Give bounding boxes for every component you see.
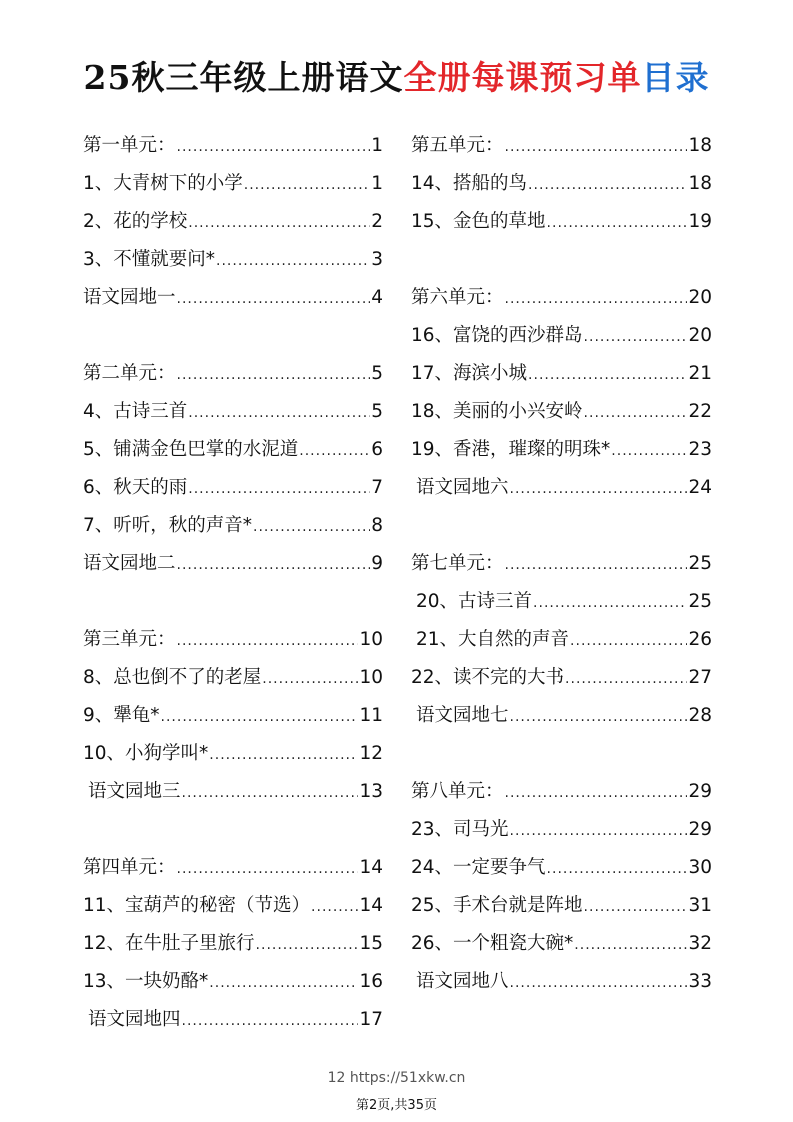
toc-leader-dots — [311, 888, 358, 926]
toc-leader-dots — [253, 508, 370, 546]
toc-entry-page: 23 — [688, 439, 712, 460]
toc-entry[interactable] — [411, 963, 712, 1001]
toc-leader-dots — [182, 1002, 359, 1040]
toc-entry-label: 21、大自然的声音 — [416, 629, 570, 650]
toc-leader-dots — [505, 774, 688, 812]
toc-entry-page: 1 — [371, 173, 383, 194]
toc-entry-label: 16、富饶的西沙群岛 — [411, 325, 583, 346]
toc-entry[interactable] — [83, 925, 383, 963]
toc-entry-page: 18 — [688, 173, 712, 194]
toc-entry-label: 22、读不完的大书 — [411, 667, 565, 688]
toc-entry[interactable] — [83, 773, 383, 811]
toc-entry-page: 1 — [371, 135, 383, 156]
toc-entry-page: 33 — [688, 971, 712, 992]
toc-entry-page: 6 — [371, 439, 383, 460]
toc-entry[interactable] — [411, 925, 712, 963]
toc-leader-dots — [177, 280, 371, 318]
toc-leader-dots — [510, 812, 688, 850]
toc-entry-label: 语文园地三 — [88, 781, 181, 802]
toc-entry[interactable] — [83, 393, 383, 431]
toc-leader-dots — [182, 774, 359, 812]
toc-entry-label: 11、宝葫芦的秘密（节选） — [83, 895, 311, 916]
toc-left-column — [83, 127, 383, 1039]
toc-entry[interactable] — [411, 545, 712, 583]
toc-leader-dots — [177, 356, 371, 394]
toc-entry-page: 22 — [688, 401, 712, 422]
toc-entry-label: 第七单元： — [411, 553, 504, 574]
toc-entry[interactable] — [83, 659, 383, 697]
toc-entry-page: 20 — [688, 325, 712, 346]
toc-entry-page: 24 — [688, 477, 712, 498]
toc-entry[interactable] — [411, 431, 712, 469]
toc-entry-label: 语文园地二 — [83, 553, 176, 574]
footer-url[interactable]: 12 https://51xkw.cn — [327, 1070, 466, 1086]
toc-entry[interactable] — [83, 279, 383, 317]
toc-entry[interactable] — [83, 203, 383, 241]
title-part-preview: 全册每课预习单 — [403, 58, 642, 97]
toc-entry[interactable] — [83, 621, 383, 659]
toc-entry-page: 13 — [359, 781, 383, 802]
toc-entry-label: 语文园地六 — [416, 477, 509, 498]
toc-leader-dots — [188, 204, 370, 242]
toc-leader-dots — [584, 318, 688, 356]
toc-right-column — [411, 127, 712, 1001]
toc-entry[interactable] — [411, 393, 712, 431]
toc-entry-page: 31 — [688, 895, 712, 916]
toc-leader-dots — [188, 394, 370, 432]
toc-leader-dots — [209, 736, 358, 774]
toc-entry-label: 6、秋天的雨 — [83, 477, 188, 498]
toc-entry[interactable] — [411, 165, 712, 203]
toc-entry[interactable] — [411, 773, 712, 811]
toc-entry[interactable] — [411, 849, 712, 887]
toc-entry[interactable] — [83, 545, 383, 583]
toc-entry-page: 10 — [359, 629, 383, 650]
toc-entry[interactable] — [411, 697, 712, 735]
toc-entry[interactable] — [411, 127, 712, 165]
toc-entry-label: 13、一块奶酪* — [83, 971, 209, 992]
toc-entry-page: 29 — [688, 781, 712, 802]
toc-entry-label: 18、美丽的小兴安岭 — [411, 401, 583, 422]
toc-entry-label: 4、古诗三首 — [83, 401, 188, 422]
unit-spacer — [83, 811, 383, 849]
toc-leader-dots — [505, 280, 688, 318]
toc-entry-page: 14 — [359, 895, 383, 916]
toc-entry-page: 18 — [688, 135, 712, 156]
toc-entry-page: 28 — [688, 705, 712, 726]
toc-leader-dots — [299, 432, 370, 470]
title-part-grade: 25秋三年级上册语文 — [83, 58, 404, 97]
toc-entry-page: 25 — [688, 553, 712, 574]
toc-entry-page: 15 — [359, 933, 383, 954]
unit-spacer — [411, 507, 712, 545]
toc-entry[interactable] — [411, 887, 712, 925]
toc-entry-label: 第三单元： — [83, 629, 176, 650]
toc-entry-label: 10、小狗学叫* — [83, 743, 209, 764]
toc-entry-label: 24、一定要争气 — [411, 857, 546, 878]
toc-entry[interactable] — [83, 697, 383, 735]
toc-entry-label: 3、不懂就要问* — [83, 249, 216, 270]
toc-entry-page: 29 — [688, 819, 712, 840]
toc-entry-label: 8、总也倒不了的老屋 — [83, 667, 262, 688]
toc-leader-dots — [188, 470, 370, 508]
toc-entry-page: 5 — [371, 401, 383, 422]
toc-entry[interactable] — [83, 963, 383, 1001]
toc-leader-dots — [565, 660, 687, 698]
toc-leader-dots — [216, 242, 370, 280]
toc-leader-dots — [177, 128, 371, 166]
toc-entry-label: 第六单元： — [411, 287, 504, 308]
toc-entry[interactable] — [83, 241, 383, 279]
toc-entry-label: 20、古诗三首 — [416, 591, 533, 612]
toc-entry-page: 25 — [688, 591, 712, 612]
toc-leader-dots — [510, 698, 688, 736]
toc-entry-label: 9、犟龟* — [83, 705, 160, 726]
toc-entry-label: 12、在牛肚子里旅行 — [83, 933, 255, 954]
toc-entry[interactable] — [83, 127, 383, 165]
unit-spacer — [83, 583, 383, 621]
toc-leader-dots — [533, 584, 687, 622]
toc-leader-dots — [611, 432, 687, 470]
toc-entry-page: 27 — [688, 667, 712, 688]
toc-leader-dots — [584, 394, 688, 432]
toc-entry-page: 21 — [688, 363, 712, 384]
toc-entry-label: 25、手术台就是阵地 — [411, 895, 583, 916]
toc-entry-label: 第五单元： — [411, 135, 504, 156]
toc-entry[interactable] — [83, 849, 383, 887]
toc-leader-dots — [177, 546, 371, 584]
toc-entry-page: 16 — [359, 971, 383, 992]
toc-leader-dots — [161, 698, 359, 736]
toc-entry-label: 23、司马光 — [411, 819, 509, 840]
toc-entry-label: 14、搭船的鸟 — [411, 173, 528, 194]
toc-entry[interactable] — [411, 659, 712, 697]
toc-entry-label: 第八单元： — [411, 781, 504, 802]
toc-entry-label: 语文园地一 — [83, 287, 176, 308]
toc-leader-dots — [547, 204, 688, 242]
toc-leader-dots — [528, 166, 687, 204]
toc-entry-label: 2、花的学校 — [83, 211, 188, 232]
toc-entry[interactable] — [411, 811, 712, 849]
toc-entry[interactable] — [83, 507, 383, 545]
toc-entry[interactable] — [411, 317, 712, 355]
toc-entry[interactable] — [411, 583, 712, 621]
toc-entry[interactable] — [411, 203, 712, 241]
toc-entry[interactable] — [83, 1001, 383, 1039]
toc-entry-page: 5 — [371, 363, 383, 384]
toc-leader-dots — [262, 660, 358, 698]
toc-leader-dots — [584, 888, 688, 926]
toc-entry[interactable] — [411, 355, 712, 393]
toc-entry-page: 17 — [359, 1009, 383, 1030]
toc-entry-label: 第二单元： — [83, 363, 176, 384]
toc-leader-dots — [547, 850, 688, 888]
toc-entry-label: 1、大青树下的小学 — [83, 173, 243, 194]
toc-leader-dots — [505, 546, 688, 584]
toc-entry-page: 32 — [688, 933, 712, 954]
toc-entry-page: 19 — [688, 211, 712, 232]
toc-entry-label: 语文园地七 — [416, 705, 509, 726]
unit-spacer — [411, 241, 712, 279]
unit-spacer — [411, 735, 712, 773]
toc-entry-page: 30 — [688, 857, 712, 878]
toc-entry[interactable] — [411, 621, 712, 659]
title-part-contents: 目录 — [641, 58, 710, 97]
toc-leader-dots — [570, 622, 687, 660]
toc-entry-page: 7 — [371, 477, 383, 498]
toc-entry[interactable] — [83, 355, 383, 393]
document-title — [0, 52, 793, 99]
toc-entry[interactable] — [83, 887, 383, 925]
toc-leader-dots — [209, 964, 358, 1002]
toc-entry-page: 14 — [359, 857, 383, 878]
toc-entry[interactable] — [411, 469, 712, 507]
toc-entry-page: 26 — [688, 629, 712, 650]
toc-entry-page: 11 — [359, 705, 383, 726]
toc-entry[interactable] — [83, 431, 383, 469]
toc-entry-label: 7、听听，秋的声音* — [83, 515, 253, 536]
footer-page-info: 第2页,共35页 — [356, 1098, 437, 1113]
toc-entry-page: 4 — [371, 287, 383, 308]
toc-leader-dots — [505, 128, 688, 166]
toc-leader-dots — [177, 622, 359, 660]
toc-entry-page: 2 — [371, 211, 383, 232]
toc-entry-label: 26、一个粗瓷大碗* — [411, 933, 574, 954]
toc-leader-dots — [256, 926, 359, 964]
toc-entry-label: 语文园地八 — [416, 971, 509, 992]
toc-entry-page: 3 — [371, 249, 383, 270]
toc-entry-label: 15、金色的草地 — [411, 211, 546, 232]
toc-entry-page: 12 — [359, 743, 383, 764]
toc-leader-dots — [244, 166, 370, 204]
toc-entry-label: 19、香港，璀璨的明珠* — [411, 439, 611, 460]
toc-leader-dots — [528, 356, 687, 394]
toc-entry-page: 9 — [371, 553, 383, 574]
toc-leader-dots — [510, 470, 688, 508]
toc-entry-label: 第一单元： — [83, 135, 176, 156]
toc-entry-label: 17、海滨小城 — [411, 363, 528, 384]
toc-entry[interactable] — [83, 469, 383, 507]
toc-leader-dots — [177, 850, 359, 888]
toc-entry-page: 8 — [371, 515, 383, 536]
toc-leader-dots — [574, 926, 687, 964]
unit-spacer — [83, 317, 383, 355]
toc-entry-page: 20 — [688, 287, 712, 308]
toc-entry[interactable] — [411, 279, 712, 317]
toc-entry-label: 5、铺满金色巴掌的水泥道 — [83, 439, 299, 460]
toc-leader-dots — [510, 964, 688, 1002]
toc-entry-label: 语文园地四 — [88, 1009, 181, 1030]
toc-entry[interactable] — [83, 735, 383, 773]
toc-entry-label: 第四单元： — [83, 857, 176, 878]
toc-entry[interactable] — [83, 165, 383, 203]
toc-entry-page: 10 — [359, 667, 383, 688]
